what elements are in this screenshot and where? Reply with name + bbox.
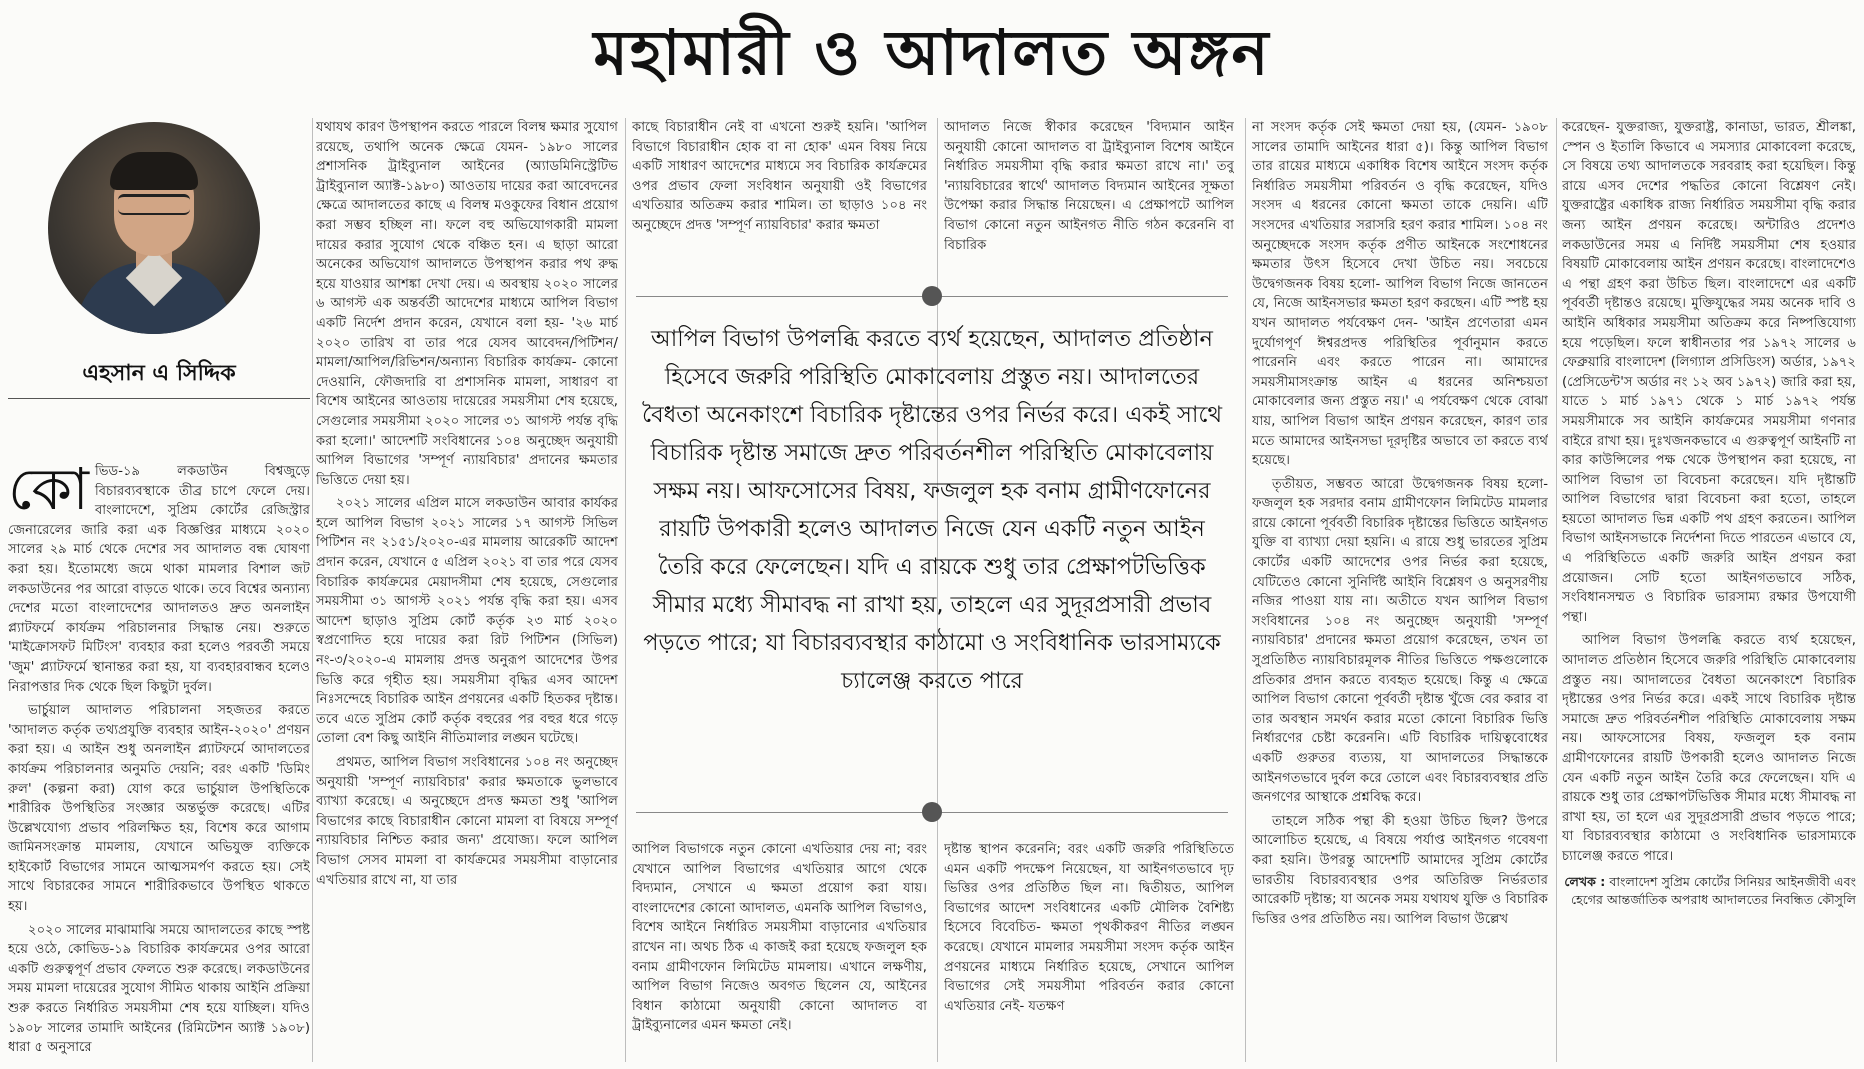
paragraph: কাছে বিচারাধীন নেই বা এখনো শুরুই হয়নি। 'আপিল বিভাগে বিচারাধীন হোক বা না হোক' এমন বিষয় নিয়ে একটি সাধারণ আদেশের মাধ্যমে সব বিচারিক কার্যক্রমের ওপর প্রভাব ফেলা সংবিধান অনুযায়ী ওই বিভাগের এখতিয়ার অতিক্রম করার শামিল। তা ছাড়াও ১০৪ নং অনুচ্ছেদে প্রদত্ত 'সম্পূর্ণ ন্যায়বিচার' করার ক্ষমতা xyxy=(632,120,927,233)
paragraph: না সংসদ কর্তৃক সেই ক্ষমতা দেয়া হয়, (যেমন- ১৯০৮ সালের তামাদি আইনের ধারা ৫)। কিন্তু আপিল বিভাগ তার রায়ের মাধ্যমে একাধিক বিশেষ আইনে সংসদ কর্তৃক নির্ধারিত সময়সীমা পরিবর্তন ও বৃদ্ধি করেছেন, যদিও সংসদ এ ধরনের কোনো ক্ষমতা তাকে দেয়নি। এটি সংসদের এখতিয়ার সরাসরি হরণ করার শামিল। ১০৪ নং অনুচ্ছেদকে সংসদ কর্তৃক প্রণীত আইনকে সংশোধনের ক্ষমতার উৎস হিসেবে দেখা উচিত নয়। সবচেয়ে উদ্বেগজনক বিষয় হলো- আপিল বিভাগ নিজে জানতেন যে, নিজে আইনসভার ক্ষমতা হরণ করছেন। এটি স্পষ্ট হয় যখন আদালত পর্যবেক্ষণ দেন- 'আইন প্রণেতারা এমন দুর্যোগপূর্ণ ঈশ্বরপ্রদত্ত পরিস্থিতির পূর্বানুমান করতে পারেননি এবং করতে পারেন না। আমাদের সময়সীমাসংক্রান্ত আইন এ ধরনের অনিশ্চয়তা মোকাবেলার জন্য প্রস্তুত নয়।' এ পর্যবেক্ষণ থেকে বোঝা যায়, আপিল বিভাগ আইন প্রণয়ন করেছেন, কারণ তার মতে আমাদের আইনসভা দূরদৃষ্টির অভাবে তা করতে ব্যর্থ হয়েছে। xyxy=(1252,120,1548,469)
paragraph: প্রথমত, আপিল বিভাগ সংবিধানের ১০৪ নং অনুচ্ছেদ অনুযায়ী 'সম্পূর্ণ ন্যায়বিচার' করার ক্ষমতাকে ভুলভাবে ব্যাখ্যা করেছে। এ অনুচ্ছেদে প্রদত্ত ক্ষমতা শুধু 'আপিল বিভাগের কাছে বিচারাধীন কোনো মামলা বা বিষয়ে সম্পূর্ণ ন্যায়বিচার নিশ্চিত করার জন্য' প্রযোজ্য। ফলে আপিল বিভাগ সেসব মামলা বা কার্যক্রমের সময়সীমা বাড়ানোর এখতিয়ার রাখে না, যা তার xyxy=(316,755,618,888)
article-column-2 xyxy=(316,118,618,1062)
pullquote: আপিল বিভাগ উপলব্ধি করতে ব্যর্থ হয়েছেন, আদালত প্রতিষ্ঠান হিসেবে জরুরি পরিস্থিতি মোকাবেলায় প্রস্তুত নয়। আদালতের বৈধতা অনেকাংশে বিচারিক দৃষ্টান্তের ওপর নির্ভর করে। একই সাথে বিচারিক দৃষ্টান্ত সমাজে দ্রুত পরিবর্তনশীল পরিস্থিতি মোকাবেলায় সক্ষম নয়। আফসোসের বিষয়, ফজলুল হক বনাম গ্রামীণফোনের রায়টি উপকারী হলেও আদালত নিজে যেন একটি নতুন আইন তৈরি করে ফেলেছেন। যদি এ রায়কে শুধু তার প্রেক্ষাপটভিত্তিক সীমার মধ্যে সীমাবদ্ধ না রাখা হয়, তাহলে এর সুদূরপ্রসারী প্রভাব পড়তে পারে; যা বিচারব্যবস্থার কাঠামো ও সংবিধানিক ভারসাম্যকে চ্যালেঞ্জ করতে পারে xyxy=(641,326,1223,694)
author-photo xyxy=(48,122,260,334)
pullquote-dot-top xyxy=(922,286,942,306)
author-name: এহসান এ সিদ্দিক xyxy=(82,361,236,386)
article-column-5 xyxy=(1252,118,1548,1062)
paragraph: যথাযথ কারণ উপস্থাপন করতে পারলে বিলম্ব ক্ষমার সুযোগ রয়েছে, তথাপি অনেক ক্ষেত্রে যেমন- ১৯৮০ সালের প্রশাসনিক ট্রাইব্যুনাল আইনের (অ্যাডমিনিস্ট্রেটিভ ট্রাইব্যুনাল অ্যাক্ট-১৯৮০) আওতায় দায়ের করা আবেদনের ক্ষেত্রে আদালতের কাছে এ বিলম্ব মওকুফের বিধান প্রয়োগ করা সম্ভব হচ্ছিল না। ফলে বহু অভিযোগকারী মামলা দায়ের করার সুযোগ থেকে বঞ্চিত হন। এ ছাড়া আরো অনেকের অভিযোগ আদালতে উপস্থাপন করার পথ রুদ্ধ হয়ে যাওয়ার আশঙ্কা দেখা দেয়। এ অবস্থায় ২০২০ সালের ৬ আগস্ট এক অন্তর্বর্তী আদেশের মাধ্যমে আপিল বিভাগ একটি নির্দেশ প্রদান করেন, যেখানে বলা হয়- '২৬ মার্চ ২০২০ তারিখ বা তার পরে যেসব আবেদন/পিটিশন/মামলা/আপিল/রিভিশন/অন্যান্য বিচারিক কার্যক্রম- কোনো দেওয়ানি, ফৌজদারি বা প্রশাসনিক মামলা, সাধারণ বা বিশেষ আইনের আওতায় দায়েরের সময়সীমা শেষ হয়েছে, সেগুলোর সময়সীমা ২০২০ সালের ৩১ আগস্ট পর্যন্ত বৃদ্ধি করা হলো।' আদেশটি সংবিধানের ১০৪ অনুচ্ছেদ অনুযায়ী আপিল বিভাগের 'সম্পূর্ণ ন্যায়বিচার' প্রদানের ক্ষমতার ভিত্তিতে দেয়া হয়। xyxy=(316,120,618,488)
drop-cap: কো xyxy=(8,462,89,523)
paragraph: ভার্চুয়াল আদালত পরিচালনা সহজতর করতে 'আদালত কর্তৃক তথ্যপ্রযুক্তি ব্যবহার আইন-২০২০' প্রণয়ন করা হয়। এ আইন শুধু অনলাইন প্ল্যাটফর্মে আদালতের কার্যক্রম পরিচালনার অনুমতি দেয়নি; বরং একটি 'ডিমিং রুল' (কল্পনা করা) যোগ করে ভার্চুয়াল উপস্থিতিকে শারীরিক উপস্থিতির সংজ্ঞার অন্তর্ভুক্ত করেছে। এটির উল্লেখযোগ্য প্রভাব পরিলক্ষিত হয়, বিশেষ করে আগাম জামিনসংক্রান্ত মামলায়, যেখানে অভিযুক্ত ব্যক্তিকে হাইকোর্ট বিভাগের সামনে আত্মসমর্পণ করতে হয়। সেই সাথে বিচারকের সামনে শারীরিকভাবে উপস্থিত থাকতে হয়। xyxy=(8,703,310,915)
pullquote-dot-bottom xyxy=(922,802,942,822)
paragraph: দৃষ্টান্ত স্থাপন করেননি; বরং একটি জরুরি পরিস্থিতিতে এমন একটি পদক্ষেপ নিয়েছেন, যা আইনগতভাবে দৃঢ় ভিত্তির ওপর প্রতিষ্ঠিত ছিল না। দ্বিতীয়ত, আপিল বিভাগের আদেশ সংবিধানের একটি মৌলিক বৈশিষ্ট্য হিসেবে বিবেচিত- ক্ষমতা পৃথকীকরণ নীতির লঙ্ঘন করেছে। যেখানে মামলার সময়সীমা সংসদ কর্তৃক আইন প্রণয়নের মাধ্যমে নির্ধারিত হয়েছে, সেখানে আপিল বিভাগের সেই সময়সীমা পরিবর্তন করার কোনো এখতিয়ার নেই- যতক্ষণ xyxy=(944,842,1234,1014)
paragraph: আপিল বিভাগকে নতুন কোনো এখতিয়ার দেয় না; বরং যেখানে আপিল বিভাগের এখতিয়ার আগে থেকে বিদ্যমান, সেখানে এ ক্ষমতা প্রয়োগ করা যায়। বাংলাদেশের কোনো আদালত, এমনকি আপিল বিভাগও, বিশেষ আইনে নির্ধারিত সময়সীমা বাড়ানোর এখতিয়ার রাখেন না। অথচ ঠিক এ কাজই করা হয়েছে ফজলুল হক বনাম গ্রামীণফোন লিমিটেড মামলায়। এখানে লক্ষণীয়, আপিল বিভাগ নিজেও অবগত ছিলেন যে, আইনের বিধান কাঠামো অনুযায়ী কোনো আদালত বা ট্রাইব্যুনালের এমন ক্ষমতা নেই। xyxy=(632,842,927,1034)
paragraph: আপিল বিভাগ উপলব্ধি করতে ব্যর্থ হয়েছেন, আদালত প্রতিষ্ঠান হিসেবে জরুরি পরিস্থিতি মোকাবেলায় প্রস্তুত নয়। আদালতের বৈধতা অনেকাংশে বিচারিক দৃষ্টান্তের ওপর নির্ভর করে। একই সাথে বিচারিক দৃষ্টান্ত সমাজে দ্রুত পরিবর্তনশীল পরিস্থিতি মোকাবেলায় সক্ষম নয়। আফসোসের বিষয়, ফজলুল হক বনাম গ্রামীণফোনের রায়টি উপকারী হলেও আদালত নিজে যেন একটি নতুন আইন তৈরি করে ফেলেছেন। যদি এ রায়কে শুধু তার প্রেক্ষাপটভিত্তিক সীমার মধ্যে সীমাবদ্ধ না রাখা হয়, তা হলে এর সুদূরপ্রসারী প্রভাব পড়তে পারে; যা বিচারব্যবস্থার কাঠামো ও সংবিধানিক ভারসাম্যকে চ্যালেঞ্জ করতে পারে। xyxy=(1562,633,1856,864)
paragraph: তাহলে সঠিক পন্থা কী হওয়া উচিত ছিল? উপরে আলোচিত হয়েছে, এ বিষয়ে পর্যাপ্ত আইনগত গবেষণা করা হয়নি। উপরন্তু আদেশটি আমাদের সুপ্রিম কোর্টের ভারতীয় বিচারব্যবস্থার ওপর অতিরিক্ত নির্ভরতার আরেকটি দৃষ্টান্ত; যা অনেক সময় যথাযথ যুক্তি ও বিচারিক ভিত্তির ওপর প্রতিষ্ঠিত নয়। আপিল বিভাগ উল্লেখ xyxy=(1252,813,1548,927)
paragraph: ২০২১ সালের এপ্রিল মাসে লকডাউন আবার কার্যকর হলে আপিল বিভাগ ২০২১ সালের ১৭ আগস্ট সিভিল পিটিশন নং ২১৫১/২০২০-এর মামলায় আরেকটি আদেশ প্রদান করেন, যেখানে ৫ এপ্রিল ২০২১ বা তার পরে যেসব বিচারিক কার্যক্রমের মেয়াদসীমা শেষ হয়েছে, সেগুলোর সময়সীমা ৩১ আগস্ট ২০২১ পর্যন্ত বৃদ্ধি করা হয়। এসব আদেশ ছাড়াও সুপ্রিম কোর্ট কর্তৃক ২৩ মার্চ ২০২০ স্বপ্রণোদিত হয়ে দায়ের করা রিট পিটিশন (সিভিল) নং-৩/২০২০-এ মামলায় প্রদত্ত অনুরূপ আদেশের উপর ভিত্তি করে গৃহীত হয়। সময়সীমা বৃদ্ধির এসব আদেশ নিঃসন্দেহে বিচারিক আইন প্রণয়নের একটি হিতকর দৃষ্টান্ত। তবে এতে সুপ্রিম কোর্ট কর্তৃক বহুরের পর বহুর ধরে গড়ে তোলা বেশ কিছু আইনি নীতিমালার লঙ্ঘন ঘটেছে। xyxy=(316,496,618,747)
author-divider xyxy=(8,398,310,399)
byline-label: লেখক : xyxy=(1564,873,1606,889)
paragraph: করেছেন- যুক্তরাজ্য, যুক্তরাষ্ট্র, কানাডা, ভারত, শ্রীলঙ্কা, স্পেন ও ইতালি কিভাবে এ সমস্যার মোকাবেলা করেছে, সে বিষয়ে তথ্য আদালতকে সরবরাহ করা হয়েছিল। কিন্তু রায়ে এসব দেশের পদ্ধতির কোনো বিশ্লেষণ নেই। যুক্তরাষ্ট্রের একাধিক রাজ্য নির্ধারিত সময়সীমা বৃদ্ধি করার জন্য আইন প্রণয়ন করেছে। অন্টারিও প্রদেশও লকডাউনের সময় এ নির্দিষ্ট সময়সীমা শেষ হওয়ার বিষয়টি মোকাবেলায় আইন প্রণয়ন করেছে। বাংলাদেশেও এ পন্থা গ্রহণ করা উচিত ছিল। বাংলাদেশে এর একটি পূর্ববর্তী দৃষ্টান্তও রয়েছে। মুক্তিযুদ্ধের সময় অনেক দাবি ও আইনি অধিকার সময়সীমা অতিক্রম করে নিষ্পত্তিযোগ্য হয়ে পড়েছিল। ফলে স্বাধীনতার পর ১৯৭২ সালের ৬ ফেব্রুয়ারি বাংলাদেশ (লিগ্যাল প্রসিডিংস) অর্ডার, ১৯৭২ (প্রেসিডেন্ট'স অর্ডার নং ১২ অব ১৯৭২) জারি করা হয়, যাতে ১ মার্চ ১৯৭১ থেকে ১ মার্চ ১৯৭২ পর্যন্ত সময়সীমাকে সব আইনি কার্যক্রমের সময়সীমা গণনার বাইরে রাখা হয়। দুঃখজনকভাবে এ গুরুত্বপূর্ণ আইনটি না কার কাউন্সিলের পক্ষ থেকে উপস্থাপন করা হয়েছে, না আপিল বিভাগ তা বিবেচনা করেছেন। যদি দৃষ্টান্তটি আপিল বিভাগের দ্বারা বিবেচনা করা হতো, তাহলে হয়তো আদালত ভিন্ন একটি পথ গ্রহণ করতেন। আপিল বিভাগ আইনসভাকে নির্দেশনা দিতে পারতেন এভাবে যে, এ পরিস্থিতিতে একটি জরুরি আইন প্রণয়ন করা প্রয়োজন। সেটি হতো আইনগতভাবে সঠিক, সংবিধানসম্মত ও বিচারিক ভারসাম্য রক্ষার উপযোগী পন্থা। xyxy=(1562,120,1856,625)
article-column-3-top xyxy=(632,118,927,258)
paragraph: তৃতীয়ত, সম্ভবত আরো উদ্বেগজনক বিষয় হলো- ফজলুল হক সরদার বনাম গ্রামীণফোন লিমিটেড মামলার রায়ে কোনো পূর্ববর্তী বিচারিক দৃষ্টান্তের ভিত্তিতে আইনগত যুক্তি বা ব্যাখ্যা দেয়া হয়নি। এ রায়ে শুধু ভারতের সুপ্রিম কোর্টের একটি আদেশের ওপর নির্ভর করা হয়েছে, যেটিতেও কোনো সুনির্দিষ্ট আইনি বিশ্লেষণ ও অনুসরণীয় নজির পাওয়া যায় না। অতীতে যখন আপিল বিভাগ সংবিধানের ১০৪ নং অনুচ্ছেদ অনুযায়ী 'সম্পূর্ণ ন্যায়বিচার' প্রদানের ক্ষমতা প্রয়োগ করেছেন, তখন তা সুপ্রতিষ্ঠিত ন্যায়বিচারমূলক নীতির ভিত্তিতে পক্ষগুলোকে প্রতিকার প্রদান করতে ব্যবহৃত হয়েছে। কিন্তু এ ক্ষেত্রে আপিল বিভাগ কোনো পূর্ববর্তী দৃষ্টান্ত খুঁজে বের করার বা তার অবস্থান সমর্থন করার মতো কোনো বিচারিক ভিত্তি নির্ধারণের চেষ্টা করেননি। এটি বিচারিক দায়িত্ববোধের একটি গুরুতর ব্যত্যয়, যা আদালতের সিদ্ধান্তকে আইনগতভাবে দুর্বল করে তোলে এবং বিচারব্যবস্থার প্রতি জনগণের আস্থাকে প্রশ্নবিদ্ধ করে। xyxy=(1252,476,1548,806)
article-headline: মহামারী ও আদালত অঙ্গন xyxy=(593,16,1271,89)
article-column-4-top xyxy=(944,118,1234,258)
article-column-3-bottom xyxy=(632,840,927,1062)
author-byline xyxy=(1562,873,1856,909)
byline-text: বাংলাদেশ সুপ্রিম কোর্টের সিনিয়র আইনজীবী এবং হেগের আন্তর্জাতিক অপরাধ আদালতের নিবন্ধিত কৌসুলি xyxy=(1571,873,1856,907)
article-column-1 xyxy=(8,462,310,1062)
paragraph: ২০২০ সালের মাঝামাঝি সময়ে আদালতের কাছে স্পষ্ট হয়ে ওঠে, কোভিড-১৯ বিচারিক কার্যক্রমের ওপর আরো একটি গুরুত্বপূর্ণ প্রভাব ফেলতে শুরু করেছে। লকডাউনের সময় মামলা দায়েরের সুযোগ সীমিত থাকায় আইনি প্রক্রিয়া শুরু করতে নির্ধারিত সময়সীমা শেষ হয়ে যাচ্ছিল। যদিও ১৯০৮ সালের তামাদি আইনের (রিমিটেশন অ্যাক্ট ১৯০৮) ধারা ৫ অনুসারে xyxy=(8,922,310,1056)
column-divider xyxy=(312,118,313,1062)
column-divider xyxy=(1245,118,1246,1062)
article-column-6 xyxy=(1562,118,1856,1062)
paragraph: আদালত নিজে স্বীকার করেছেন 'বিদ্যমান আইন অনুযায়ী কোনো আদালত বা ট্রাইব্যুনাল বিশেষ আইনে নির্ধারিত সময়সীমা বৃদ্ধি করার ক্ষমতা রাখে না।' তবু 'ন্যায়বিচারের স্বার্থে' আদালত বিদ্যমান আইনের সূক্ষতা উপেক্ষা করার সিদ্ধান্ত নিয়েছেন। এ প্রেক্ষাপটে আপিল বিভাগ কোনো নতুন আইনগত নীতি গঠন করেননি বা বিচারিক xyxy=(944,120,1234,253)
column-divider xyxy=(625,118,626,1062)
article-column-4-bottom xyxy=(944,840,1234,1062)
paragraph: ভিড-১৯ লকডাউন বিশ্বজুড়ে বিচারব্যবস্থাকে তীব্র চাপে ফেলে দেয়। বাংলাদেশে, সুপ্রিম কোর্টের রেজিস্ট্রার জেনারেলের জারি করা এক বিজ্ঞপ্তির মাধ্যমে ২০২০ সালের ২৯ মার্চ থেকে দেশের সব আদালত বন্ধ ঘোষণা করা হয়। ইতোমধ্যে জমে থাকা মামলার বিশাল জট লকডাউনের পর আরো বাড়তে থাকে। তবে বিশ্বের অন্যান্য দেশের মতো বাংলাদেশের আদালতও দ্রুত অনলাইন প্ল্যাটফর্মে কার্যক্রম পরিচালনার সিদ্ধান্ত নেয়। শুরুতে 'মাইক্রোসফট মিটিংস' ব্যবহার করা হলেও পরবর্তী সময়ে 'জুম' প্ল্যাটফর্মে স্থানান্তর করা হয়, যা ব্যবহারবান্ধব হলেও নিরাপত্তার দিক থেকে ছিল কিছুটা দুর্বল। xyxy=(8,464,310,695)
column-divider xyxy=(1556,118,1557,1062)
